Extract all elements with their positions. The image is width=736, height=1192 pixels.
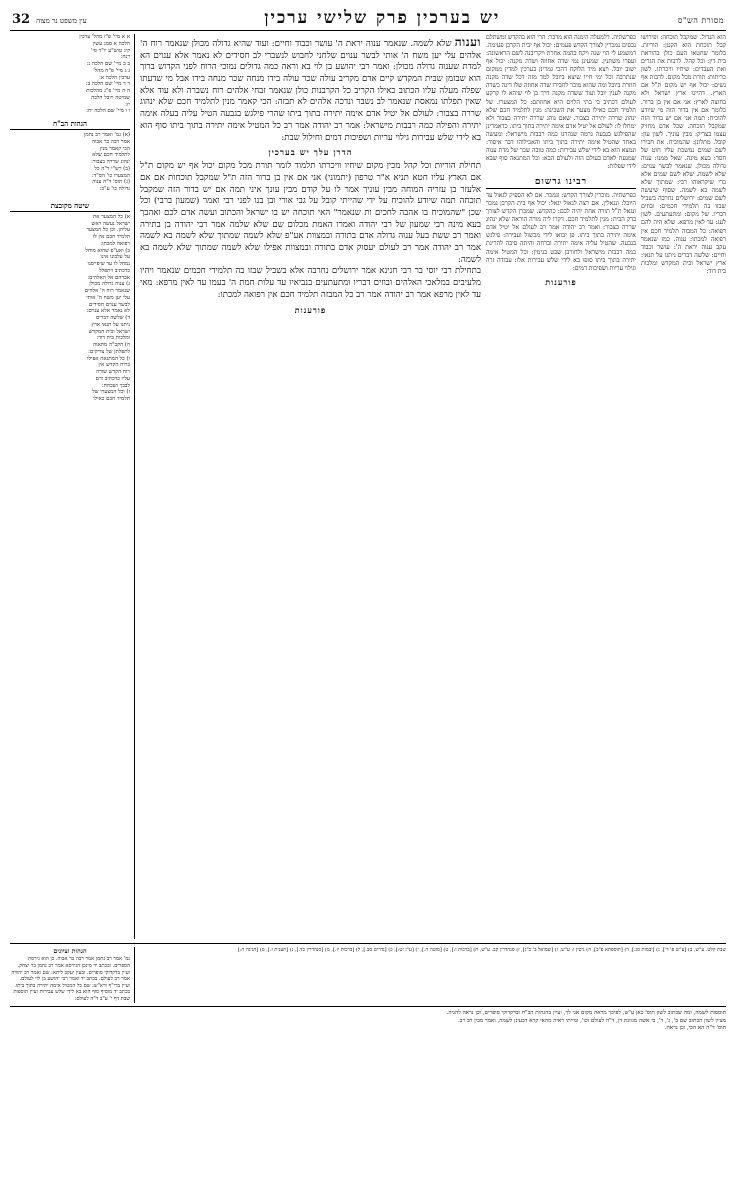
footer-bottom-notes	[10, 1006, 726, 1033]
footer-apparatus	[10, 943, 726, 1003]
inner-left-commentary-column	[486, 34, 636, 939]
ein-mishpat-item: ג ג מיי' פ"ח מהל'	[93, 67, 130, 74]
gemara-opening-word: וענוה	[454, 35, 482, 49]
shita-mekubetzet-line: ב) ואע"פ שהוא מוחל	[85, 247, 130, 254]
source-references-text: שבת קלט. ע"ש, ב) [ע"ש פ' ד'], ג) [יבמות סג.], ד) [תוספתא פ"ב], ה) גיטין ו: ע"ש, ו) [שמואל ב' כ"ג], ז) סנהדרין קב. ע"ש, ח) [ברכות ו:], ט) [סוטה ה.], י) [ע"ז יט:], כ) [נדרים סב.], ל) [ברכות יז.], מ) [סנהדרין כד.], נ) [תענית ז.], ס) [חגיגה ה:]	[237, 947, 726, 953]
shita-mekubetzet-line: לבשר ענוים חסידים	[88, 301, 130, 308]
hagahot-habach-line: לתלמיד חכם שלא	[92, 152, 130, 159]
ein-mishpat-item: יז:	[125, 101, 130, 108]
shita-mekubetzet-line: לתפלתן של צדיקים:	[88, 348, 130, 355]
shita-mekubetzet-line: כדכתיב ויתפלל	[99, 267, 130, 274]
ein-mishpat-item: ערכין הלכה א:	[99, 74, 130, 81]
hagahot-habach-line: (ג) תוס' ד"ה ענוה	[92, 179, 130, 186]
hagahot-vetziyunim-block	[10, 947, 135, 1003]
shita-mekubetzet-line: ד) שלשה דברים	[96, 315, 130, 321]
hagahot-vetziyunim-title: הגהות וציונים	[53, 947, 87, 955]
shita-mekubetzet-line: תלמיד חכם אין לו	[92, 234, 130, 240]
ein-mishpat-item: הלכה א סמג עשין	[92, 40, 130, 47]
shita-mekubetzet-line: עלי יען משח ה' אותי	[86, 294, 130, 301]
rabbeinu-gershom-title: רבינו גרשום	[486, 176, 636, 189]
shita-mekubetzet-line: על עלבונו אינו	[100, 254, 130, 261]
rabbeinu-gershom-text: כפרשתיה. מוכרין לצורך הקדש: ונמכר. אם לא הספיק לגאול עד היובל: ונגאלין. אם רצה לגאול יגאל: יכול אף בית הקרבן נמכר ונגאל ת"ל תורה אחת יהיה לכם: כהקדש. שמכרן הקדש לצורך בדק הבית: מנין לתלמיד חכם. דקרו ליה מורה הוראה שלא ינהוג שררה בצבור: ואמר רב יהודה אמר רב לעולם אל יטיל אדם אימה יתירה בתוך ביתו. פן יבואו לידי מכשול ועבירה: פילגש בגבעה. שהטיל עליה אימה יתירה וברחה והיתה סיבה להריגת כמה רבבות מישראל ולחורבן שבט בנימין: וכל המטיל אימה יתירה בתוך ביתו סופו בא לידי שלש עבירות אלו: עבודה זרה וגילוי עריות ושפיכות דמים:	[486, 192, 636, 272]
ein-mishpat-list	[10, 34, 130, 115]
shita-mekubetzet-list	[10, 214, 130, 403]
catchword-bottom-left: פורענות	[545, 276, 577, 287]
shita-mekubetzet-line: שנאמר רוח ה' אלהים	[84, 288, 130, 294]
ein-mishpat-header-label: עין משפט נר מצוה	[36, 17, 87, 25]
shita-mekubetzet-line: ה) הקב"ה מתאוה	[93, 342, 130, 348]
gemara-third-section: בתחילת רבי יוסי בר רבי חנינא אמר ירושלים נחרבה אלא בשביל שבזו בה תלמידי חכמים שנאמר ויהיו מלעיבים במלאכי האלהים ובוזים דבריו ומתעתעים בנביאיו עד עלות חמת ה' בעמו עד לאין מרפא: מאי עד לאין מרפא אמר רב יהודה אמר רב כל המבזה תלמיד חכם אין רפואה למכתו:	[140, 266, 481, 300]
hagahot-habach-title: הגהות הב"ח	[10, 119, 130, 130]
hagahot-habach-line: הכי קאמר מנין	[99, 145, 130, 152]
outer-left-commentary-text: הוא הגדול. שמקבל תוכחה: ופירושו קבל תוכחת הוא הקטן: הוריות. כלומר שחטאו העם כולן בהוראת בית דין: וכל קהל. לרבות את הגרים ואת העבדים: שיחיו וויכרתו. לשון כריתות: תורת מכל מקום. לרבות אף נשים: יכול אף יש מקום ת"ל אם הארץ. דהיינו ארץ ישראל ולא בחוצה לארץ: אני אם אין בן ברור. כלומר אם אין בדור הזה מי שיודע להוכיח: תמה אני אם יש בדור הזה שמקבל תוכחה. שכל אדם מחזיק עצמו בצדיק: מבין עוניך. לשון עון: קובל. מתלונן: שהמוכיח. את חבירו לשם שמים נמשכת עליו חוט של חסד: בעא מינה. שאל ממנו: ענוה גדולה מכולן. שנאמר לבשר ענוים: שלא לשמה. שלא לשם שמים אלא כדי שיקראוהו רבי: שמתוך שלא לשמה בא לשמה. שסוף שיעשה לשם שמים: ירושלים נחרבה בשביל שבזו בה תלמידי חכמים: ובוזים דבריו. של מקום: ומתעתעים. לשון לעג: עד לאין מרפא. שלא היה להם רפואה: כל המבזה תלמיד חכם אין רפואה למכתו: ענוה. כמו שנאמר עקב ענוה יראת ה': עושר וכבוד וחיים: שלשה דברים ניתנו על תנאי: ארץ ישראל ובית המקדש ומלכות בית דוד:	[641, 34, 726, 275]
shita-mekubetzet-line: רוח הקדש שורה	[96, 369, 130, 375]
hadran-line: הדרן עלך יש בערכין	[268, 147, 353, 158]
shita-mekubetzet-line: עליהן. וכן כל המצער	[86, 227, 130, 234]
shita-mekubetzet-line: ג) ענוה גדולה מכולן	[89, 281, 130, 288]
shita-mekubetzet-line: ומלכות בית דוד:	[96, 335, 130, 342]
gemara-main-text	[140, 34, 481, 144]
apparatus-spacer	[10, 193, 130, 197]
hagahot-habach-line: גדולה כו' ע"כ:	[99, 186, 130, 192]
hagahot-habach-list	[10, 132, 130, 193]
shita-mekubetzet-line: לבבך ושכחת:	[101, 382, 130, 389]
outer-left-commentary-column	[641, 34, 726, 939]
rashi-text: כפרשתיה. דלמעלה הימנה הוא מדבר: הרי הוא כהקדש ומשתלם נכסים נמכרין לצורך הקדש פעמים: יכול אף יבית הקרבן פעימה. דמשמע לי הוי שנה ויקח בהמה אחרת ויקריבנה לשם הראשונה: ועפרו משתנין. שמעינן נמי שדה אחוזה ושדה מקנה: יכול אף ישוב יובל. ויצא מיד הלוקח דהכי גמרינן בערכין למדין ממקום שנתרבה וכל ימי חייו שיצא ביובל למד מזה דכל שדה מקנה חוזרת ביובל ומה שהוא מוכר לחבירו שדה אחוזה שלו דינה כשדה מקנה לענין יובל ועוד ששדה מקנה דרך בן לוי שיהא לו קרקע לעולם דכתיב כי בתי הלוים היא אחוזתם: כל המצערו. של תלמיד חכם כאילו מצער את השכינה: מנין לתלמיד חכם שלא ינהוג שררה יתירה בצבור. שאם נוהג שררה יתירה בצבור ולא ימחלו לו: לעולם אל יטיל אדם אימה יתירה בתוך ביתו. כדאמרינן שהפילגש בגבעה גרמה שנהרגו כמה רבבות מישראל: ומעשה באחד שהטיל אימה יתירה בתוך ביתו והאכילוהו דבר איסור: ונמצא הוא בא לידי שלש עבירות: כמה טובה שכר של מדת ענוה שמגעת לאדם בעולם הזה ולעולם הבא: וכל המתגאה סוף שבא לידי שפלות:	[486, 34, 636, 170]
ein-mishpat-item: קיג טוש"ע יו"ד סי'	[90, 47, 130, 54]
page-header	[10, 8, 726, 31]
ein-mishpat-item: ד ד מיי' שם הלכה ב:	[85, 81, 130, 88]
shita-mekubetzet-line: עליו כדכתיב ורם	[95, 375, 130, 382]
page-title: יש בערכין פרק שלישי ערכין	[264, 8, 501, 28]
hagahot-habach-line: (א) גמ' ואמר רב נחמן	[84, 132, 130, 138]
hagahot-habach-line: אמר רבה בר אבוה	[91, 138, 130, 145]
gemara-column	[140, 34, 481, 939]
shita-mekubetzet-line: ישראל ובית המקדש	[88, 328, 130, 335]
ein-mishpat-item: א א מיי' פ"ז מהל' ערכין	[79, 34, 130, 40]
shita-mekubetzet-line: לא נאמר אלא ענוים:	[86, 308, 130, 315]
hagahot-habach-line: (ב) רש"י ד"ה כל	[94, 165, 130, 172]
footer-note-line: תוס' ד"ה הא הכי, וכן נראה.	[664, 1025, 726, 1032]
shita-mekubetzet-title: שיטה מקובצת	[10, 201, 130, 212]
gemara-body-text: שלא לשמה. שנאמר ענוה יראת ה' עושר וכבוד וחיים: ועוד שהיא גדולה מכולן שנאמר רוח ה' אלהים עלי יען משח ה' אותי לבשר ענוים שלחני לחבוש לנשברי לב חסידים לא נאמר אלא ענוים הא למדת שענוה גדולה מכולן: ואמר רבי יהושע בן לוי בא וראה כמה גדולים נמוכי הרוח לפני הקדוש ברוך הוא שבזמן שבית המקדש קיים אדם מקריב עולה שכר עולה בידו מנחה שכר מנחה בידו אבל מי שדעתו שפלה מעלה עליו הכתוב כאילו הקריב כל הקרבנות כולן שנאמר זבחי אלהים רוח נשברה ולא עוד אלא שאין תפלתו נמאסת שנאמר לב נשבר ונדכה אלהים לא תבזה: הכי קאמר מנין לתלמיד חכם שלא ינהוג שררה בצבור: לעולם אל יטיל אדם אימה יתירה בתוך ביתו שהרי פילגש בגבעה הטיל עליה בעלה אימה יתירה והפילה כמה רבבות מישראל: אמר רב יהודה אמר רב כל המטיל אימה יתירה בתוך ביתו סוף הוא בא לידי שלש עבירות גילוי עריות ושפיכות דמים וחילול שבת:	[140, 39, 481, 143]
ein-mishpat-item: שמיטה ויובל הלכה	[91, 94, 130, 101]
shita-mekubetzet-line: ישראל נעשה ראש	[91, 220, 130, 227]
shita-mekubetzet-line: נמחל לו עד שיפייסנו	[87, 261, 130, 267]
masoret-hashas-label: מסורת הש"ס	[677, 16, 724, 25]
shita-mekubetzet-line: ברוח הקדש אין	[98, 362, 130, 369]
right-apparatus-column	[10, 34, 135, 939]
ein-mishpat-item: רנח:	[120, 54, 130, 61]
ein-mishpat-item: ב ב מיי' שם הלכה ג:	[86, 61, 130, 67]
shita-mekubetzet-line: אברהם אל האלהים:	[87, 274, 130, 281]
catchword-center: פורענות	[294, 305, 327, 316]
shita-mekubetzet-line: ניתנו על תנאי ארץ	[91, 321, 130, 328]
shita-mekubetzet-line: רפואה למכתו:	[100, 240, 130, 247]
folio-group	[12, 12, 87, 27]
hagahot-vetziyunim-text: גמ' אמר רב נחמן אמר רבה בר אבוה. כן הוא גירסת הספרים. ובכתב יד מינכן הגירסא אמר רב נחמן בר יצחק. ועיין בדקדוקי סופרים. ובעין יעקב ליתא: שם ואמר רב יהודה אמר רב לעולם. בכתב יד ואמר רבי יהושע בן לוי לעולם. ועיין ברי"ף ורא"ש: שם כל המטיל אימה יתירה בתוך ביתו. בכתב יד מוסיף סוף הוא בא לידי שלש עבירות ועיין תוספות שבת דף י' ע"ב ד"ה לעולם:	[11, 956, 130, 1003]
shita-mekubetzet-line: ו) כל המתגאה אפילו	[87, 355, 130, 362]
shita-mekubetzet-line: ז) וכל המצערו של	[92, 389, 130, 396]
ein-mishpat-item: ו ו מיי' שם הלכה יח:	[86, 108, 130, 115]
hagahot-habach-line: ינהוג שררה בצבור:	[91, 159, 130, 165]
footer-note-line: מציין לשון הכתוב שם ב', ג', ד', כי אשה מגוונת דן, ד"ה לעולם וכו', ומייתי ראיה מהאי קרא דבעינן לשמה, ואמר מבין רב רב.	[457, 1017, 726, 1024]
gemara-second-section: תחילת הוריות וכל קהל מכין מקום שיחיו וויכרתו תלמוד לומר תורת מכל מקום יכול אף יש מקום ת"ל אם הארץ עליו חטא תניא א"ר טרפון (יתמוני) אני אם אין בן ברור הזה ת"ל שמקבל תוכחות אם אם אלעזר בן עזריה המוחה מבין עוניך אמר לו על קודם מבין עונך איני תמה אם יש בדור הזה שמקבל תוכחה תמה שיודע להוכיח על ידי שהייתי קובל על גבי אורי ובן בנו לפני רבי ואמר (שמעון ברבי) וכל שכן "שהמוכיח בו אהבה לחכים ות שנאמר" האי תוכחה יש בו ישראל והכתוב ועשה אדם לכם ואהבך בעא מינה רבי שמעון של רבי יהודה ואמרו האמת מכלום שם שלא שלמה אמר רבי יהודה בן בתירה ואמר רב ששת בעל ענוה גדולה אדם בתורה ובמצוות אע"פ שלא לשמה שמתוך שלא לשמה בא לשמה אמר רב יהודה אמר רב לעולם יעסוק אדם בתורה ובמצוות אפילו שלא לשמה שמתוך שלא לשמה בא לשמה:	[140, 161, 481, 265]
hagahot-habach-line: המצערו כו' הס"ד:	[91, 172, 130, 179]
ein-mishpat-item: ה ה מיי' פ"ג מהלכות	[86, 88, 130, 94]
footer-note-line: תוספות לשמה, ומה שכתוב לשון תוס' כאן ע"ש, לפיכך מראה מקום אני לך, ועיין בהגהות הב"ח ובדקדוקי סופרים, וכן נראה להגיה.	[446, 1009, 726, 1016]
page-body	[10, 34, 726, 939]
shita-mekubetzet-line: תלמיד חכם כאילו	[93, 396, 130, 402]
shita-mekubetzet-line: א) כל המצער את	[93, 213, 130, 220]
folio-number: 32	[12, 12, 31, 27]
